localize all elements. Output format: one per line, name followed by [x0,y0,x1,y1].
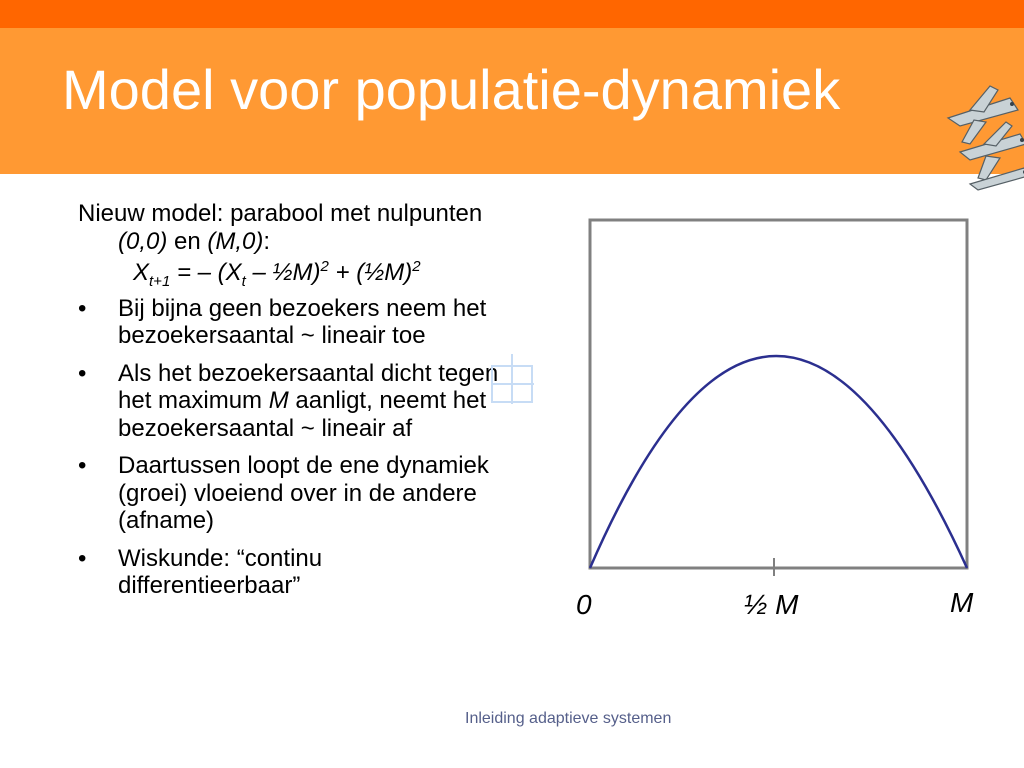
parabola-graph [560,210,1000,630]
formula-plus-term: + (½M) [328,259,413,286]
bullet-item-differentiable [78,545,508,600]
slide-content [78,200,508,610]
bullet-icon: • [78,544,87,572]
grid-icon [490,352,536,406]
slide-title: Model voor populatie-dynamiek [62,58,841,121]
bullet-text: Wiskunde: “continu differentieerbaar” [118,544,323,599]
intro-colon: : [263,227,271,255]
formula-subscript-t1: t+1 [149,272,171,290]
intro-paragraph [78,200,508,255]
bullet-text: Bij bijna geen bezoekers neem het bezoekersaantal ~ lineair toe [118,294,487,349]
formula-subscript-t: t [241,272,246,290]
bullet-item-linear-growth [78,295,508,350]
bullet-item-smooth-transition [78,452,508,535]
formula [78,258,508,290]
axis-label-half-m: ½ M [744,589,799,620]
formula-middle: – ½M) [245,259,321,286]
intro-connector: en [167,227,208,255]
bullet-list [78,295,508,600]
formula-square-1: 2 [320,258,329,275]
parabola-curve [590,356,967,568]
bullet-emphasis-m: M [268,387,289,414]
bullet-text: Als het bezoekersaantal dicht tegen het maximum [118,359,499,414]
bullet-item-linear-decline [78,360,508,443]
axis-label-zero: 0 [576,589,592,620]
bullet-icon: • [78,452,87,479]
bullet-text-continued: aanligt, neemt het bezoekersaantal ~ lineair af [118,387,487,442]
top-accent-band [0,0,1024,28]
intro-point-m: (M,0) [207,227,264,255]
footer-text: Inleiding adaptieve systemen [465,710,672,727]
bullet-icon: • [78,294,87,322]
formula-x: X [133,259,150,286]
flying-fish-illustration-icon [940,80,1024,205]
bullet-icon: • [78,359,87,387]
axis-label-m: M [950,587,974,618]
intro-point-origin: (0,0) [118,227,168,255]
formula-square-2: 2 [412,258,421,275]
intro-text: Nieuw model: parabool met nulpunten [78,200,483,227]
formula-equals: = – (X [170,259,242,286]
bullet-text: Daartussen loopt de ene dynamiek (groei) vloeiend over in de andere (afname) [118,452,489,534]
graph-frame [590,220,967,568]
